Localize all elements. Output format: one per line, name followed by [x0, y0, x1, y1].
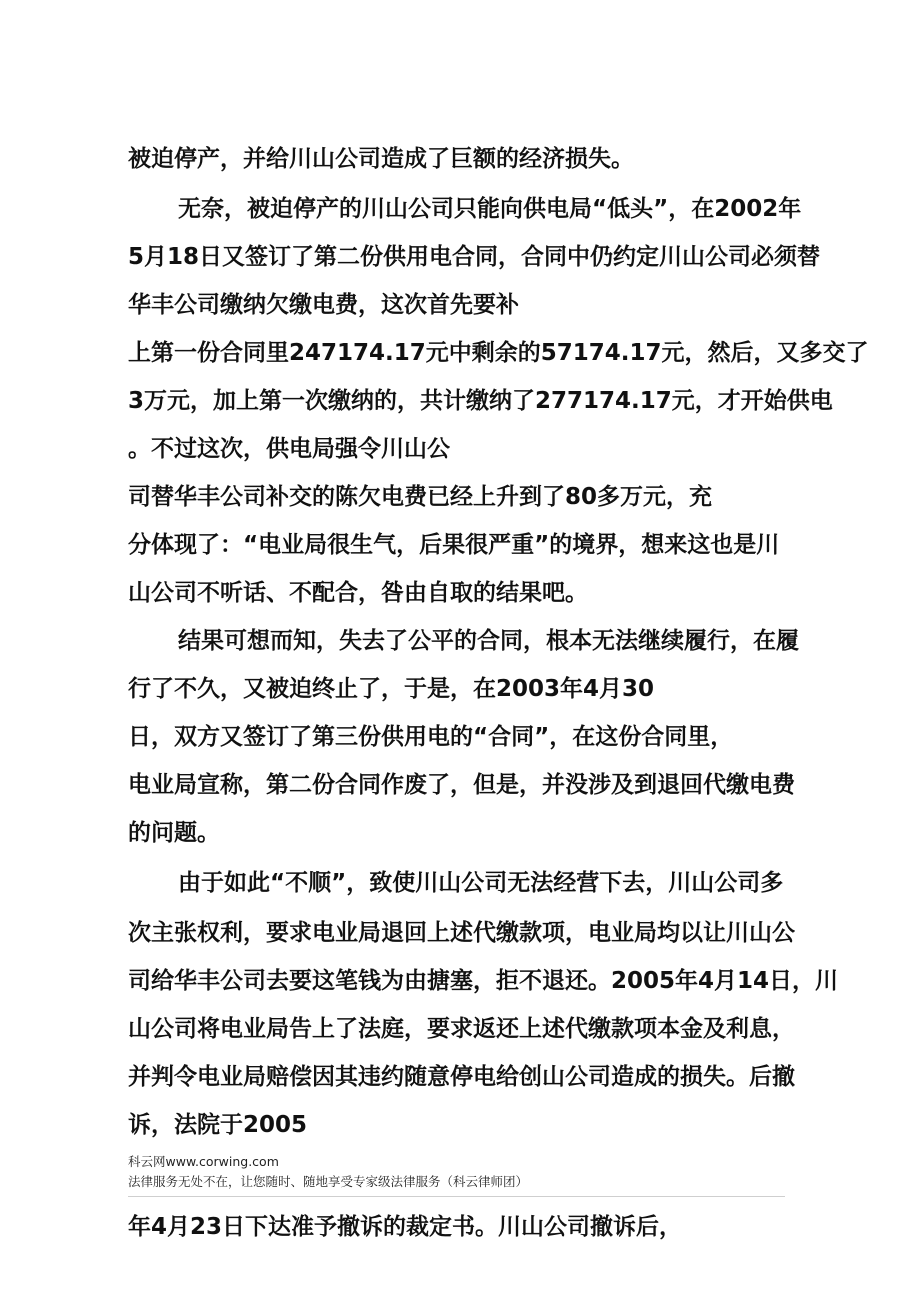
text-line-1: 被迫停产，并给川山公司造成了巨额的经济损失。 — [128, 146, 634, 172]
text-line-7: 。不过这次，供电局强令川山公 — [128, 436, 450, 462]
text-line-11: 结果可想而知，失去了公平的合同，根本无法继续履行，在履 — [178, 628, 799, 654]
footer-slogan: 法律服务无处不在，让您随时、随地享受专家级法律服务（科云律师团） — [128, 1174, 529, 1189]
footer-divider — [128, 1196, 785, 1197]
text-line-4: 华丰公司缴纳欠缴电费，这次首先要补 — [128, 292, 519, 318]
text-line-21: 诉，法院于2005 — [128, 1112, 308, 1138]
text-line-18: 司给华丰公司去要这笔钱为由搪塞，拒不退还。2005年4月14日，川 — [128, 968, 839, 994]
text-line-10: 山公司不听话、不配合，咎由自取的结果吧。 — [128, 580, 588, 606]
text-line-3: 5月18日又签订了第二份供用电合同，合同中仍约定川山公司必须替 — [128, 244, 821, 270]
text-line-19: 山公司将电业局告上了法庭，要求返还上述代缴款项本金及利息， — [128, 1016, 795, 1042]
continuation-line: 年4月23日下达准予撤诉的裁定书。川山公司撤诉后， — [128, 1214, 683, 1240]
text-line-8: 司替华丰公司补交的陈欠电费已经上升到了80多万元，充 — [128, 484, 713, 510]
text-line-17: 次主张权利，要求电业局退回上述代缴款项，电业局均以让川山公 — [128, 920, 795, 946]
text-line-2: 无奈，被迫停产的川山公司只能向供电局“低头”，在2002年 — [178, 196, 802, 222]
text-line-15: 的问题。 — [128, 820, 220, 846]
text-line-14: 电业局宣称，第二份合同作废了，但是，并没涉及到退回代缴电费 — [128, 772, 795, 798]
text-line-5: 上第一份合同里247174.17元中剩余的57174.17元，然后，又多交了 — [128, 340, 869, 366]
text-line-20: 并判令电业局赔偿因其违约随意停电给创山公司造成的损失。后撤 — [128, 1064, 795, 1090]
footer-site: 科云网www.corwing.com — [128, 1154, 279, 1169]
text-line-12: 行了不久，又被迫终止了，于是，在2003年4月30 — [128, 676, 655, 702]
text-line-6: 3万元，加上第一次缴纳的，共计缴纳了277174.17元，才开始供电 — [128, 388, 833, 414]
text-line-9: 分体现了：“电业局很生气，后果很严重”的境界，想来这也是川 — [128, 532, 780, 558]
text-line-16: 由于如此“不顺”，致使川山公司无法经营下去，川山公司多 — [178, 870, 784, 896]
text-line-13: 日，双方又签订了第三份供用电的“合同”，在这份合同里， — [128, 724, 734, 750]
